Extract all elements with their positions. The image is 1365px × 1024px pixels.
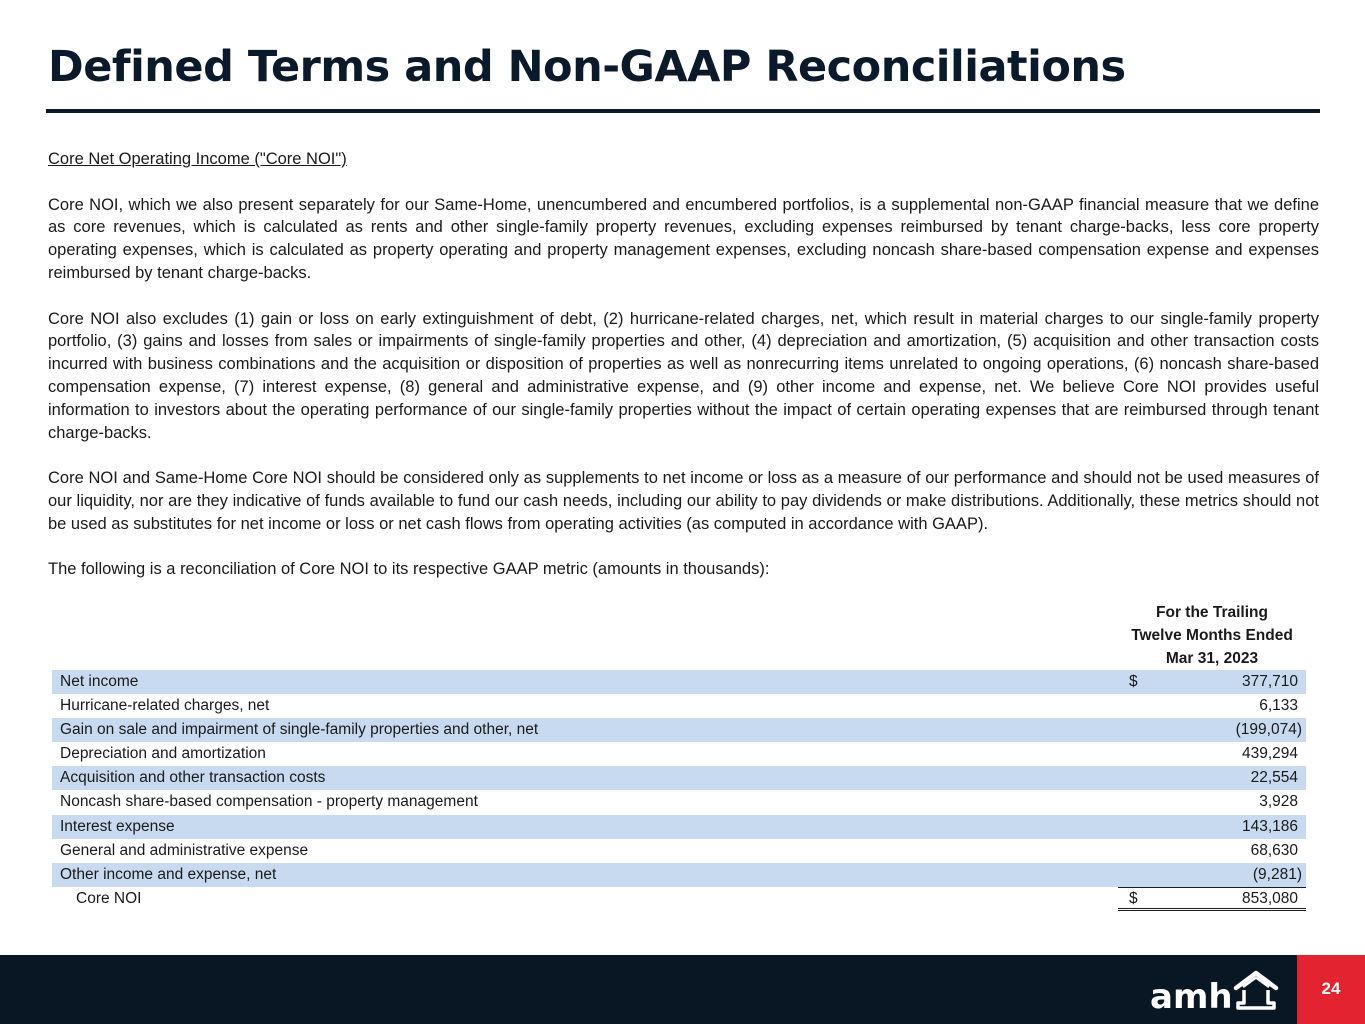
reconciliation-table (52, 670, 1306, 911)
row-label: Net income (60, 673, 139, 690)
logo-wordmark: amh (1150, 977, 1233, 1012)
paragraph-exclusions: Core NOI also excludes (1) gain or loss on early extinguishment of debt, (2) hurricane-related charges, net, which result in material charges to our single-family property portfolio, (3) gains and losses from sales or impairments of single-family properties and other, (4) depreciation and amortization, (5) acquisition and other transaction costs incurred with business combinations and the acquisition or disposition of properties as well as nonrecurring items unrelated to ongoing operations, (6) noncash share-based compensation expense, (7) interest expense, (8) general and administrative expense, and (9) other income and expense, net. We believe Core NOI provides useful information to investors about the operating performance of our single-family properties without the impact of certain operating expenses that are reimbursed through tenant charge-backs. (48, 309, 1319, 442)
currency-symbol: $ (1129, 889, 1138, 907)
row-value: (199,074) (1235, 721, 1302, 739)
column-header-line: Twelve Months Ended (1131, 626, 1293, 644)
column-header (1118, 602, 1306, 671)
column-header-line: For the Trailing (1156, 604, 1268, 621)
paragraph-definition: Core NOI, which we also present separately for our Same-Home, unencumbered and encumbered portfolios, is a supplemental non-GAAP financial measure that we define as core revenues, which is calculated as rents and other single-family property revenues, excluding expenses reimbursed by tenant charge-backs, less core property operating expenses, which is calculated as property operating and property management expenses, excluding noncash share-based compensation expense and expenses reimbursed by tenant charge-backs. (48, 195, 1319, 282)
section-heading: Core Net Operating Income ("Core NOI") (48, 150, 347, 168)
page-number: 24 (1321, 979, 1341, 998)
row-value: 68,630 (1250, 841, 1298, 859)
row-value: (9,281) (1252, 865, 1302, 883)
row-value: 143,186 (1241, 817, 1298, 835)
row-label: Other income and expense, net (60, 865, 277, 883)
row-value: 22,554 (1250, 769, 1298, 787)
house-icon (1236, 973, 1276, 1008)
currency-symbol: $ (1129, 673, 1138, 690)
content-body (48, 148, 1319, 581)
row-label: Hurricane-related charges, net (60, 697, 270, 715)
total-label: Core NOI (76, 889, 142, 907)
table-row (52, 670, 1306, 694)
table-row (52, 815, 1306, 839)
row-label: General and administrative expense (60, 841, 309, 859)
table-row (52, 863, 1306, 887)
table-row (52, 742, 1306, 766)
page-title: Defined Terms and Non-GAAP Reconciliations (48, 42, 1126, 92)
table-row (52, 839, 1306, 863)
table-row (52, 694, 1306, 718)
column-header-line: Mar 31, 2023 (1118, 648, 1306, 672)
table-row (52, 766, 1306, 790)
row-value: 3,928 (1259, 793, 1298, 811)
row-value: 6,133 (1259, 697, 1298, 715)
paragraph-limitations: Core NOI and Same-Home Core NOI should be considered only as supplements to net income or loss as a measure of our performance and should not be used measures of our liquidity, nor are they indicative of funds available to fund our cash needs, including our ability to pay dividends or make distributions. Additionally, these metrics should not be used as substitutes for net income or loss or net cash flows from operating activities (as computed in accordance with GAAP). (48, 469, 1319, 533)
total-value: 853,080 (1241, 889, 1298, 907)
amh-logo (1150, 968, 1282, 1012)
row-label: Noncash share-based compensation - property management (60, 793, 478, 811)
table-row (52, 790, 1306, 814)
paragraph-reconciliation-intro: The following is a reconciliation of Core NOI to its respective GAAP metric (amounts in thousands): (48, 560, 770, 579)
page-number-badge (1297, 955, 1365, 1024)
row-value: 439,294 (1241, 745, 1298, 763)
row-label: Interest expense (60, 817, 175, 835)
title-divider (46, 109, 1320, 113)
row-label: Gain on sale and impairment of single-family properties and other, net (60, 721, 539, 739)
row-value: 377,710 (1241, 673, 1298, 690)
table-row (52, 718, 1306, 742)
total-row (52, 887, 1306, 911)
row-label: Acquisition and other transaction costs (60, 769, 326, 787)
row-label: Depreciation and amortization (60, 745, 266, 763)
